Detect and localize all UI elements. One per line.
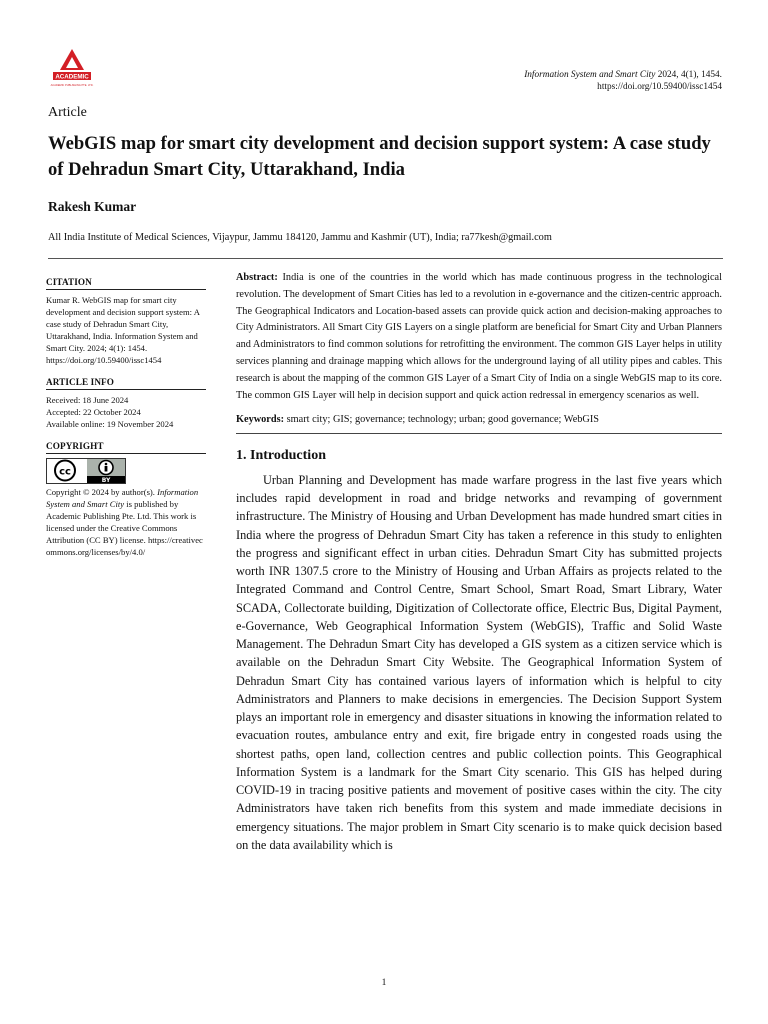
section-heading-introduction: 1. Introduction [236, 448, 326, 464]
journal-header [524, 69, 722, 93]
article-type: Article [48, 105, 87, 120]
copyright-heading: COPYRIGHT [46, 440, 206, 454]
journal-name: Information System and Smart City [524, 70, 656, 80]
article-title: WebGIS map for smart city development and decision support system: A case study of Dehradun Smart City, Uttarakhand, India [48, 133, 711, 180]
cc-badge-text: BY [101, 477, 111, 483]
abstract [236, 270, 722, 404]
author-name: Rakesh Kumar [48, 199, 137, 214]
citation-text: Kumar R. WebGIS map for smart city development and decision support system: A case study of Dehradun Smart City, Uttarakhand, India. Information System and Smart City. 2024; 4(1): 1454. https://doi.org/10.59400/issc1454 [46, 295, 200, 365]
logo-text: ACADEMIC [55, 73, 89, 81]
article-info-heading: ARTICLE INFO [46, 376, 206, 390]
citation-heading: CITATION [46, 276, 206, 290]
copyright-section [46, 440, 206, 558]
cc-by-icon-graphic [47, 459, 125, 483]
journal-volume: 2024, 4(1), 1454. [655, 70, 722, 80]
copyright-line: Copyright © 2024 by author(s). [46, 487, 155, 497]
main-column [236, 270, 722, 854]
available-date: Available online: 19 November 2024 [46, 419, 174, 429]
copyright-text [46, 486, 206, 558]
journal-doi-link[interactable]: https://doi.org/10.59400/issc1454 [597, 82, 722, 92]
license-url-link[interactable]: https://creativecommons.org/licenses/by/4.0/ [46, 535, 203, 557]
logo-subtext: ACADEMIC PUBLISHING PTE. LTD. [50, 84, 94, 87]
citation-section [46, 276, 206, 366]
cc-by-license-icon[interactable] [46, 458, 126, 484]
received-date: Received: 18 June 2024 [46, 395, 129, 405]
copyright-journal: Information System and Smart City [46, 487, 199, 509]
publisher-logo [48, 48, 96, 90]
copyright-is: is [124, 499, 132, 509]
keywords-text: smart city; GIS; governance; technology; urban; good governance; WebGIS [284, 414, 600, 426]
header-divider [48, 258, 723, 259]
abstract-text: India is one of the countries in the world which has made continuous progress in the technological revolution. The development of Smart Cities has led to a revolution in e-governance and the citizen-centric approach. The Geographical Indicators and Location-based assets can provide quick action and decision-making approaches to City Administrators. All Smart City GIS Layers on a single platform are beneficial for Smart City and Urban Planners and Administrators to find common solutions for retrofitting the environment. The common GIS Layer helps in utility services planning and drainage mapping which allows for the underground laying of all utility pipes and cables. This research is about the mapping of the common GIS Layer of a Smart City of India on a single WebGIS map to its core. The common GIS Layer will help in decision support and quick action redressal in emergency scenarios as well. [236, 272, 722, 401]
introduction-body: Urban Planning and Development has made warfare progress in the last five years which includes rapid development in road and bridge networks and revamping of government infrastructure. The Ministry of Housing and Urban Development has made hundred smart cities in India where the progress of Dehradun Smart City has taken a reference in this study to enlighten the progress and significant effect in urban cities. Dehradun Smart City has submitted projects worth INR 1307.5 crore to the Ministry of Housing and Urban Affairs as projects related to the Integrated Command and Control Centre, Smart School, Smart Road, Smart Library, Water SCADA, Collectorate building, Digitization of Collectorate office, Electric Bus, Digital Payment, e-Governance, Web Geographical Information System (WebGIS), Traffic and Solid Waste Management. The Dehradun Smart City has developed a GIS system as a citizen service which is available on the Dehradun Smart City Website. The Geographical Information System of Dehradun Smart City has contained various layers of information which is helpful to city Administrators and Planners to make decisions in emergencies. The Decision Support System plays an important role in emergency and disaster situations in knowing the information related to evacuation routes, ambulance entry and exit, fire brigade entry in congested roads using the shortest paths, open land, collection centres and public collection points. This Geographical Information System is a landmark for the Smart City scenario. This GIS has helped during COVID-19 in tracing positive patients and movement of positive cases within the city. The city Administrators have taken rich benefits from this system and made immediate decisions in emergency situations. The major problem in Smart City scenario is to make quick decision based on the data availability which is [236, 472, 722, 852]
svg-text:cc: cc [59, 466, 71, 478]
abstract-label: Abstract: [236, 272, 278, 283]
keywords-label: Keywords: [236, 414, 285, 426]
page-number: 1 [381, 978, 387, 988]
sidebar [46, 276, 206, 568]
copyright-rest: published by Academic Publishing Pte. Ltd. This work is licensed under the Creative Commons Attribution (CC BY) license. [46, 499, 197, 545]
publisher-logo-mark [48, 48, 96, 90]
author-affiliation: All India Institute of Medical Sciences, Vijaypur, Jammu 184120, Jammu and Kashmir (UT), India; ra77kesh@gmail.com [48, 232, 552, 243]
article-info-section [46, 376, 206, 430]
accepted-date: Accepted: 22 October 2024 [46, 407, 141, 417]
keywords [236, 412, 722, 434]
